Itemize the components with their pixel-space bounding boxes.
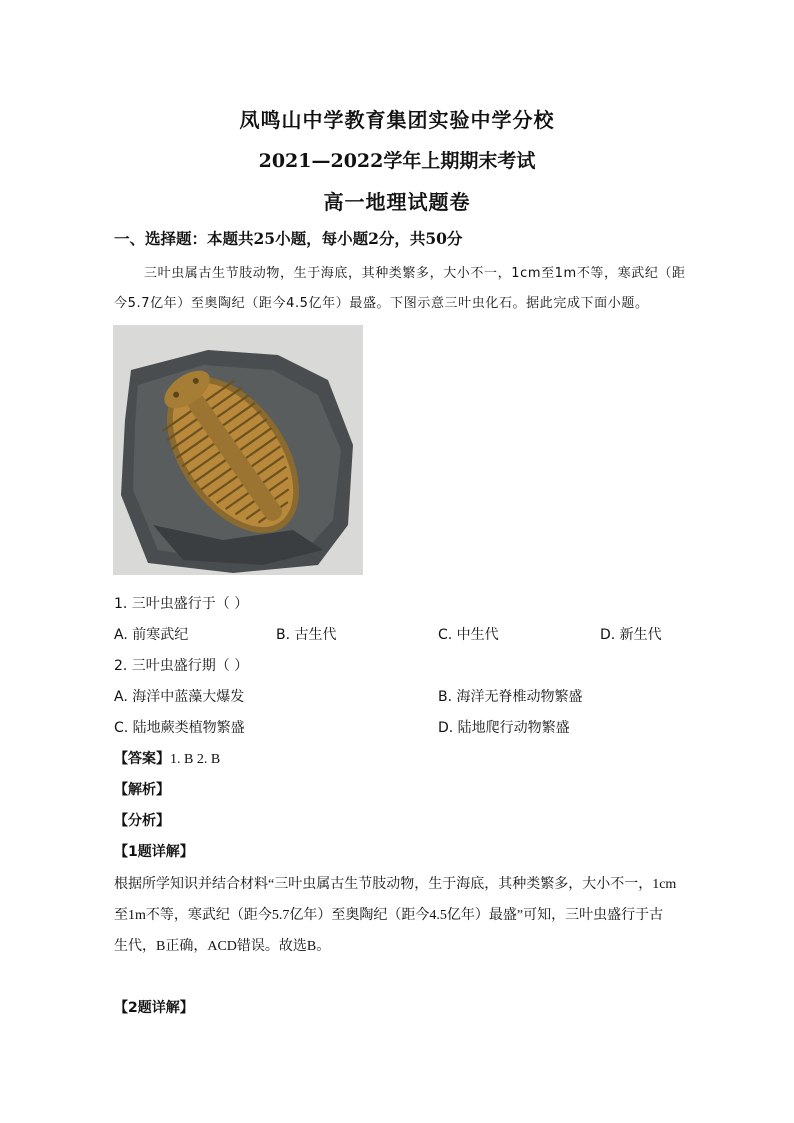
question-2-stem: 2. 三叶虫盛行期（ ） bbox=[114, 658, 249, 674]
answer-row bbox=[114, 748, 220, 768]
detail-1-line-3: 生代，B正确，ACD错误。故选B。 bbox=[114, 939, 331, 954]
section-title: 一、选择题：本题共25小题，每小题2分，共50分 bbox=[114, 229, 463, 248]
answer-tag: 【答案】 bbox=[114, 751, 170, 767]
question-1-option-c[interactable]: C. 中生代 bbox=[438, 627, 499, 643]
question-2-option-d[interactable]: D. 陆地爬行动物繁盛 bbox=[438, 720, 570, 736]
question-1-option-d[interactable]: D. 新生代 bbox=[600, 627, 662, 643]
material-line-1: 三叶虫属古生节肢动物，生于海底，其种类繁多，大小不一，1cm至1m不等，寒武纪（距 bbox=[144, 266, 686, 281]
detail-1-tag: 【1题详解】 bbox=[114, 844, 194, 860]
term-title: 2021—2022学年上期期末考试 bbox=[258, 150, 536, 172]
question-1-option-a[interactable]: A. 前寒武纪 bbox=[114, 627, 189, 643]
fenxi-tag: 【分析】 bbox=[114, 813, 170, 829]
question-1-stem: 1. 三叶虫盛行于（ ） bbox=[114, 596, 249, 612]
trilobite-fossil-image bbox=[113, 325, 363, 575]
answer-text: 1. B 2. B bbox=[170, 752, 221, 767]
school-title: 凤鸣山中学教育集团实验中学分校 bbox=[239, 108, 555, 132]
question-2-option-b[interactable]: B. 海洋无脊椎动物繁盛 bbox=[438, 689, 583, 705]
question-1-option-b[interactable]: B. 古生代 bbox=[276, 627, 337, 643]
detail-1-line-2: 至1m不等，寒武纪（距今5.7亿年）至奥陶纪（距今4.5亿年）最盛”可知，三叶虫盛行于古 bbox=[114, 908, 664, 923]
detail-2-tag: 【2题详解】 bbox=[114, 1000, 194, 1016]
detail-1-line-1: 根据所学知识并结合材料“三叶虫属古生节肢动物，生于海底，其种类繁多，大小不一，1cm bbox=[114, 877, 677, 892]
material-line-2: 今5.7亿年）至奥陶纪（距今4.5亿年）最盛。下图示意三叶虫化石。据此完成下面小题。 bbox=[114, 296, 649, 311]
analysis-tag: 【解析】 bbox=[114, 782, 170, 798]
question-2-option-c[interactable]: C. 陆地蕨类植物繁盛 bbox=[114, 720, 245, 736]
question-2-option-a[interactable]: A. 海洋中蓝藻大爆发 bbox=[114, 689, 245, 705]
paper-title: 高一地理试题卷 bbox=[323, 190, 471, 214]
